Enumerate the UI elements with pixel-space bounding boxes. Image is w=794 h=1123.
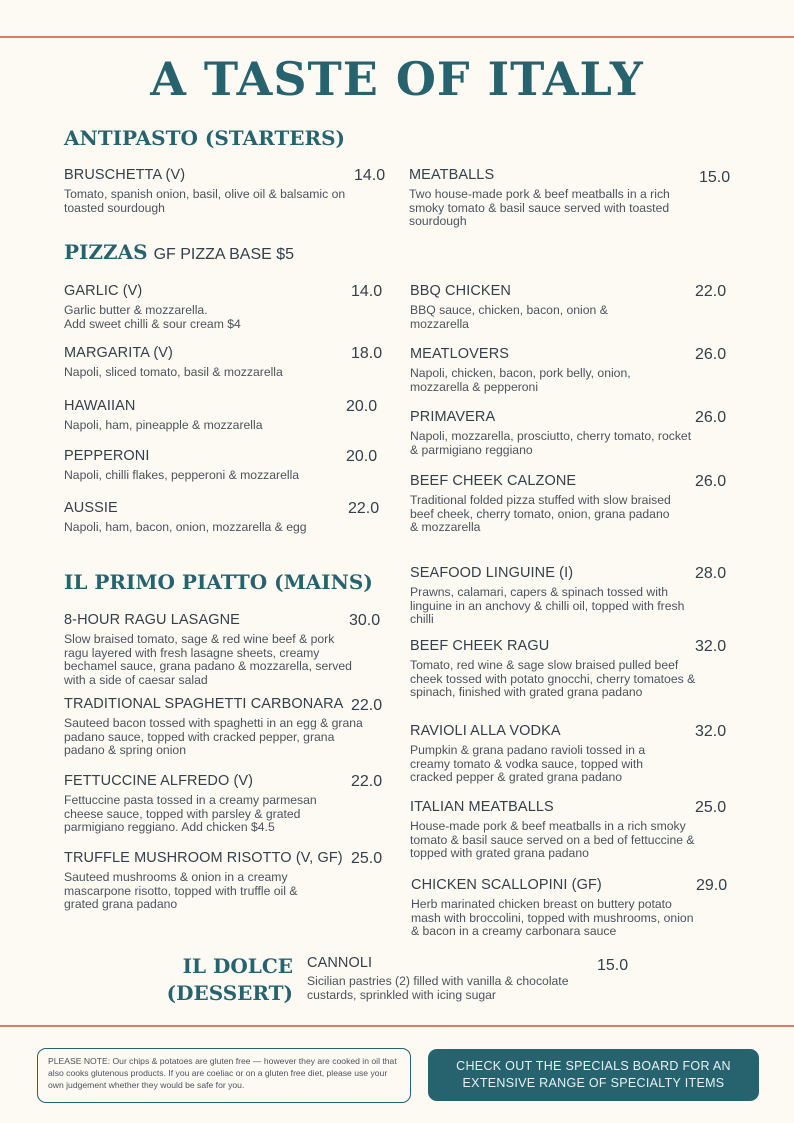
item-price: 29.0	[696, 877, 728, 894]
menu-item-pepperoni	[64, 448, 384, 488]
item-price: 25.0	[351, 850, 383, 867]
item-name: ITALIAN MEATBALLS	[410, 799, 554, 815]
menu-item-beef-cheek-ragu	[410, 638, 730, 714]
section-title: PIZZAS	[64, 240, 148, 264]
item-name: SEAFOOD LINGUINE (I)	[410, 565, 574, 581]
item-name: PEPPERONI	[64, 448, 150, 464]
item-name: MEATBALLS	[409, 167, 495, 183]
item-name: MEATLOVERS	[410, 346, 510, 362]
section-subheading: GF PIZZA BASE $5	[153, 246, 295, 263]
item-description: Tomato, spanish onion, basil, olive oil & balsamic on toasted sourdough	[64, 187, 346, 215]
item-price: 20.0	[346, 398, 378, 415]
item-description: Napoli, sliced tomato, basil & mozzarella	[64, 365, 283, 379]
item-price: 30.0	[349, 612, 381, 629]
item-description: Napoli, ham, bacon, onion, mozzarella & egg	[64, 520, 307, 534]
item-price: 26.0	[695, 409, 727, 426]
menu-item-hawaiian	[64, 398, 384, 438]
menu-item-meatlovers	[410, 346, 730, 398]
item-name: CHICKEN SCALLOPINI (GF)	[411, 877, 602, 893]
section-heading-pizzas	[64, 240, 294, 264]
menu-item-bruschetta	[64, 167, 384, 219]
section-heading-antipasto: ANTIPASTO (STARTERS)	[64, 126, 345, 150]
item-name: HAWAIIAN	[64, 398, 136, 414]
menu-item-cannoli	[307, 955, 637, 1005]
menu-item-seafood-linguine	[410, 565, 730, 627]
item-price: 20.0	[346, 448, 378, 465]
item-name: GARLIC (V)	[64, 283, 143, 299]
item-name: 8-HOUR RAGU LASAGNE	[64, 612, 240, 628]
item-name: AUSSIE	[64, 500, 118, 516]
dessert-heading-line1: IL DOLCE	[182, 954, 293, 978]
item-price: 22.0	[695, 283, 727, 300]
menu-item-garlic	[64, 283, 384, 335]
item-price: 18.0	[351, 345, 383, 362]
section-heading-dessert	[150, 953, 293, 1007]
item-price: 22.0	[348, 500, 380, 517]
menu-item-fettuccine-alfredo	[64, 773, 384, 835]
item-name: RAVIOLI ALLA VODKA	[410, 723, 561, 739]
item-description: House-made pork & beef meatballs in a rich smoky tomato & basil sauce served on a bed of fettuccine & topped with grated grana padano	[410, 819, 695, 860]
item-price: 14.0	[351, 283, 383, 300]
menu-item-aussie	[64, 500, 384, 540]
menu-item-spaghetti-carbonara	[64, 696, 384, 758]
item-price: 25.0	[695, 799, 727, 816]
gluten-notice: PLEASE NOTE: Our chips & potatoes are gluten free — however they are cooked in oil that also cooks glutenous products. If you are coeliac or on a gluten free diet, please use your own judgement whether they would be safe for you.	[37, 1048, 411, 1103]
item-price: 26.0	[695, 473, 727, 490]
item-name: BBQ CHICKEN	[410, 283, 512, 299]
menu-item-ragu-lasagne	[64, 612, 384, 688]
item-description: Traditional folded pizza stuffed with slow braised beef cheek, cherry tomato, onion, grana padano & mozzarella	[410, 493, 671, 534]
item-description: Prawns, calamari, capers & spinach tossed with linguine in an anchovy & chilli oil, topped with fresh chilli	[410, 585, 685, 626]
item-description: Pumpkin & grana padano ravioli tossed in a creamy tomato & vodka sauce, topped with cracked pepper & grated grana padano	[410, 743, 646, 784]
menu-item-bbq-chicken	[410, 283, 730, 335]
item-description: BBQ sauce, chicken, bacon, onion & mozzarella	[410, 303, 608, 331]
item-description: Sicilian pastries (2) filled with vanilla & chocolate custards, sprinkled with icing sugar	[307, 974, 569, 1002]
section-heading-mains: IL PRIMO PIATTO (MAINS)	[64, 570, 373, 594]
item-name: BEEF CHEEK CALZONE	[410, 473, 577, 489]
menu-item-ravioli-vodka	[410, 723, 730, 785]
item-description: Tomato, red wine & sage slow braised pulled beef cheek tossed with potato gnocchi, cherry tomatoes & spinach, finished with grated grana padano	[410, 658, 696, 699]
item-description: Two house-made pork & beef meatballs in a rich smoky tomato & basil sauce served with toasted sourdough	[409, 187, 670, 228]
item-name: CANNOLI	[307, 955, 373, 971]
dessert-heading-line2: (DESSERT)	[166, 981, 293, 1005]
menu-item-beef-cheek-calzone	[410, 473, 730, 539]
item-description: Napoli, chicken, bacon, pork belly, onion, mozzarella & pepperoni	[410, 366, 631, 394]
item-price: 22.0	[351, 773, 383, 790]
menu-item-primavera	[410, 409, 730, 461]
item-price: 32.0	[695, 723, 727, 740]
item-price: 22.0	[351, 697, 383, 714]
item-name: BRUSCHETTA (V)	[64, 167, 186, 183]
menu-item-margarita	[64, 345, 384, 385]
item-price: 26.0	[695, 346, 727, 363]
menu-item-italian-meatballs	[410, 799, 730, 861]
item-name: TRUFFLE MUSHROOM RISOTTO (V, GF)	[64, 850, 343, 866]
item-description: Napoli, chilli flakes, pepperoni & mozzarella	[64, 468, 300, 482]
item-name: FETTUCCINE ALFREDO (V)	[64, 773, 254, 789]
item-description: Napoli, mozzarella, prosciutto, cherry tomato, rocket & parmigiano reggiano	[410, 429, 692, 457]
item-description: Sauteed bacon tossed with spaghetti in an egg & grana padano sauce, topped with cracked pepper, grana padano & spring onion	[64, 716, 363, 757]
item-name: MARGARITA (V)	[64, 345, 173, 361]
item-price: 32.0	[695, 638, 727, 655]
item-name: BEEF CHEEK RAGU	[410, 638, 550, 654]
item-description: Fettuccine pasta tossed in a creamy parmesan cheese sauce, topped with parsley & grated parmigiano reggiano. Add chicken $4.5	[64, 793, 317, 834]
item-price: 14.0	[354, 167, 386, 184]
top-rule	[0, 36, 794, 38]
item-description: Sauteed mushrooms & onion in a creamy mascarpone risotto, topped with truffle oil & grated grana padano	[64, 870, 298, 911]
menu-item-truffle-risotto	[64, 850, 384, 912]
bottom-rule	[0, 1025, 794, 1027]
item-price: 15.0	[699, 169, 731, 186]
item-price: 15.0	[597, 957, 629, 974]
specials-banner: CHECK OUT THE SPECIALS BOARD FOR AN EXTENSIVE RANGE OF SPECIALTY ITEMS	[428, 1049, 759, 1101]
item-name: PRIMAVERA	[410, 409, 496, 425]
item-description: Garlic butter & mozzarella. Add sweet chilli & sour cream $4	[64, 303, 241, 331]
page-title: A TASTE OF ITALY	[150, 52, 644, 106]
item-description: Slow braised tomato, sage & red wine beef & pork ragu layered with fresh lasagne sheets, creamy bechamel sauce, grana padano & mozzarella, served with a side of caesar salad	[64, 632, 352, 687]
item-price: 28.0	[695, 565, 727, 582]
menu-item-chicken-scallopini	[411, 877, 731, 939]
item-description: Herb marinated chicken breast on buttery potato mash with broccolini, topped with mushrooms, onion & bacon in a creamy carbonara sauce	[411, 897, 694, 938]
item-name: TRADITIONAL SPAGHETTI CARBONARA	[64, 696, 344, 712]
item-description: Napoli, ham, pineapple & mozzarella	[64, 418, 263, 432]
menu-item-meatballs	[409, 167, 729, 229]
